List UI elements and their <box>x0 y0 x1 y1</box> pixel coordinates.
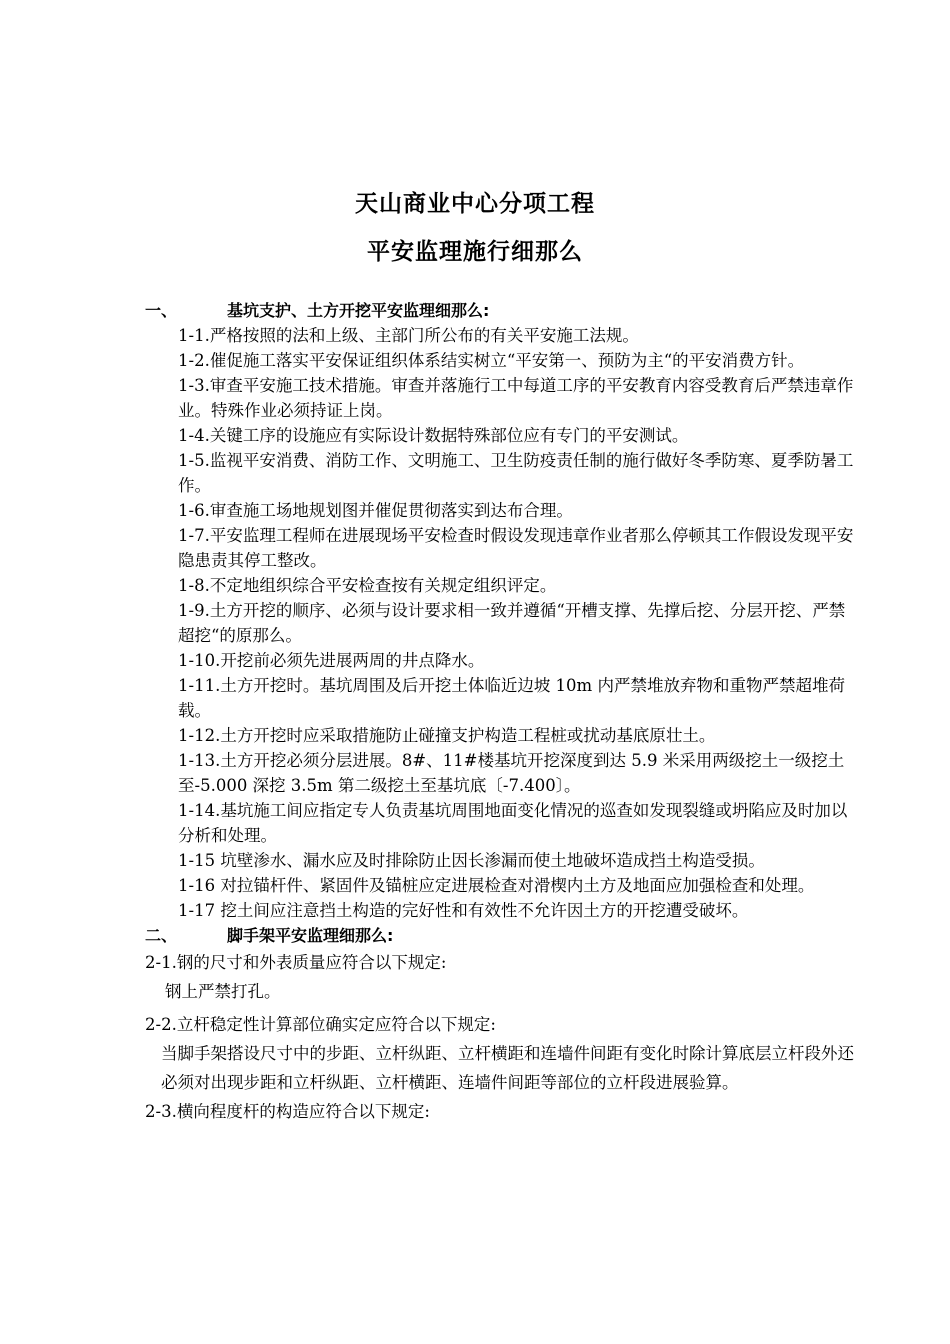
section-2-heading <box>145 923 857 948</box>
section-1-items <box>145 323 857 923</box>
document-subtitle: 平安监理施行细那么 <box>367 239 583 265</box>
list-item: 1-15 坑壁渗水、漏水应及时排除防止因长渗漏而使土地破坏造成挡土构造受损。 <box>178 851 765 870</box>
document-body <box>145 298 857 1126</box>
list-item: 1-6.审查施工场地规划图并催促贯彻落实到达布合理。 <box>178 501 573 520</box>
section-1-title: 基坑支护、土方开挖平安监理细那么: <box>227 301 490 320</box>
list-item: 1-5.监视平安消费、消防工作、文明施工、卫生防疫责任制的施行做好冬季防寒、夏季防暑工作。 <box>178 451 854 495</box>
clause-2-2: 2-2.立杆稳定性计算部位确实定应符合以下规定: <box>145 1015 496 1034</box>
document-title: 天山商业中心分项工程 <box>355 191 595 217</box>
section-1-number: 一、 <box>145 301 178 320</box>
list-item: 1-7.平安监理工程师在进展现场平安检查时假设发现违章作业者那么停顿其工作假设发现平安隐患责其停工整改。 <box>178 526 854 570</box>
section-2-content <box>145 948 857 1126</box>
list-item: 1-17 挖土间应注意挡土构造的完好性和有效性不允许因土方的开挖遭受破坏。 <box>178 901 749 920</box>
list-item: 1-2.催促施工落实平安保证组织体系结实树立“平安第一、预防为主“的平安消费方针。 <box>178 351 805 370</box>
section-2-number: 二、 <box>145 926 178 945</box>
list-item: 1-4.关键工序的设施应有实际设计数据特殊部位应有专门的平安测试。 <box>178 426 689 445</box>
clause-2-1: 2-1.钢的尺寸和外表质量应符合以下规定: <box>145 953 447 972</box>
list-item: 1-12.土方开挖时应采取措施防止碰撞支护构造工程桩或扰动基底原壮土。 <box>178 726 716 745</box>
list-item: 1-8.不定地组织综合平安检查按有关规定组织评定。 <box>178 576 557 595</box>
list-item: 1-9.土方开挖的顺序、必须与设计要求相一致并遵循“开槽支撑、先撑后挖、分层开挖、严禁超挖“的原那么。 <box>178 601 846 645</box>
list-item: 1-11.土方开挖时。基坑周围及后开挖土体临近边坡 10m 内严禁堆放弃物和重物严禁超堆荷载。 <box>178 676 845 720</box>
clause-2-2-detail: 当脚手架搭设尺寸中的步距、立杆纵距、立杆横距和连墙件间距有变化时除计算底层立杆段外还必须对出现步距和立杆纵距、立杆横距、连墙件间距等部位的立杆段进展验算。 <box>161 1044 854 1092</box>
list-item: 1-10.开挖前必须先进展两周的井点降水。 <box>178 651 485 670</box>
clause-2-3: 2-3.横向程度杆的构造应符合以下规定: <box>145 1102 430 1121</box>
clause-2-1-detail: 钢上严禁打孔。 <box>165 982 281 1001</box>
list-item: 1-14.基坑施工间应指定专人负责基坑周围地面变化情况的巡查如发现裂缝或坍陷应及时加以分析和处理。 <box>178 801 848 845</box>
list-item: 1-16 对拉锚杆件、紧固件及锚桩应定进展检查对滑楔内土方及地面应加强检查和处理。 <box>178 876 815 895</box>
section-2-title: 脚手架平安监理细那么: <box>227 926 394 945</box>
list-item: 1-1.严格按照的法和上级、主部门所公布的有关平安施工法规。 <box>178 326 639 345</box>
list-item: 1-3.审查平安施工技术措施。审查并落施行工中每道工序的平安教育内容受教育后严禁违章作业。特殊作业必须持证上岗。 <box>178 376 854 420</box>
section-1-heading <box>145 298 857 323</box>
list-item: 1-13.土方开挖必须分层进展。8#、11#楼基坑开挖深度到达 5.9 米采用两级挖土一级挖土至-5.000 深挖 3.5m 第二级挖土至基坑底〔-7.400〕。 <box>178 751 845 795</box>
